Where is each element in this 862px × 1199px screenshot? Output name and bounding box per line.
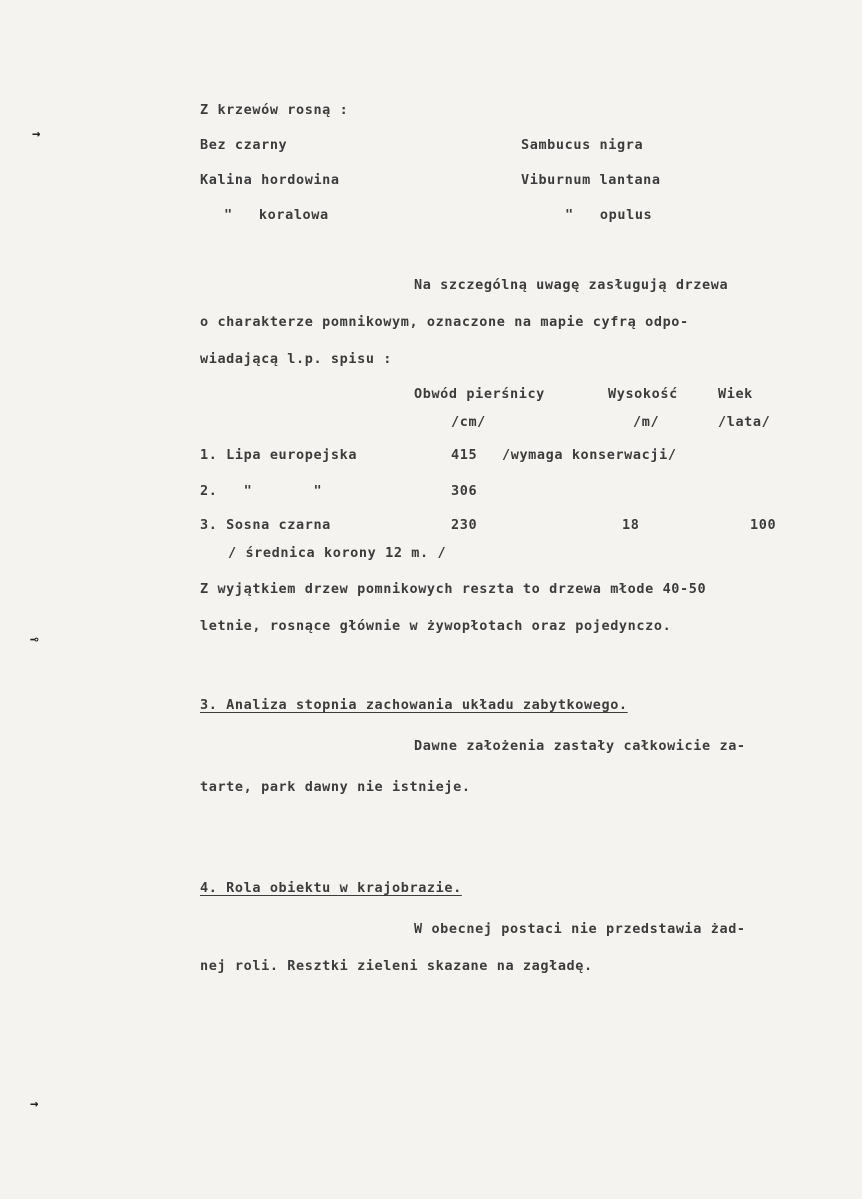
summary-line: Z wyjątkiem drzew pomnikowych reszta to drzewa młode 40-50 [200,581,707,597]
shrub-name-pl: Kalina hordowina [200,172,340,188]
column-unit-height: /m/ [633,414,660,430]
section-3-text: tarte, park dawny nie istnieje. [200,779,471,795]
shrub-name-lat: Sambucus nigra [521,137,644,153]
column-header-height: Wysokość [608,386,678,402]
section-4-text: nej roli. Resztki zieleni skazane na zagładę. [200,958,593,974]
section-4-heading: 4. Rola obiektu w krajobrazie. [200,880,462,896]
shrub-name-lat: " opulus [565,207,653,223]
shrub-name-pl: " koralowa [224,207,329,223]
tree-row-note: /wymaga konserwacji/ [502,447,677,463]
margin-mark: ⊸ [30,632,40,648]
crown-note: / średnica korony 12 m. / [228,545,447,561]
margin-mark: → [32,126,42,142]
margin-mark: → [30,1096,40,1112]
section-3-heading: 3. Analiza stopnia zachowania układu zabytkowego. [200,697,628,713]
column-header-girth: Obwód pierśnicy [414,386,545,402]
shrub-name-pl: Bez czarny [200,137,288,153]
monuments-intro-line: o charakterze pomnikowym, oznaczone na mapie cyfrą odpo- [200,314,689,330]
section-4-text: W obecnej postaci nie przedstawia żad- [414,921,746,937]
monuments-intro-line: wiadającą l.p. spisu : [200,351,393,367]
column-header-age: Wiek [718,386,753,402]
section-3-text: Dawne założenia zastały całkowicie za- [414,738,746,754]
tree-row-name: 3. Sosna czarna [200,517,331,533]
tree-row-height: 18 [622,517,640,533]
column-unit-age: /lata/ [718,414,771,430]
shrub-name-lat: Viburnum lantana [521,172,661,188]
tree-row-girth: 415 [451,447,478,463]
monuments-intro-line: Na szczególną uwagę zasługują drzewa [414,277,729,293]
summary-line: letnie, rosnące głównie w żywopłotach oraz pojedynczo. [200,618,672,634]
tree-row-name: 2. " " [200,483,323,499]
tree-row-girth: 306 [451,483,478,499]
tree-row-girth: 230 [451,517,478,533]
tree-row-name: 1. Lipa europejska [200,447,358,463]
column-unit-girth: /cm/ [451,414,486,430]
tree-row-age: 100 [750,517,777,533]
shrubs-heading: Z krzewów rosną : [200,102,349,118]
